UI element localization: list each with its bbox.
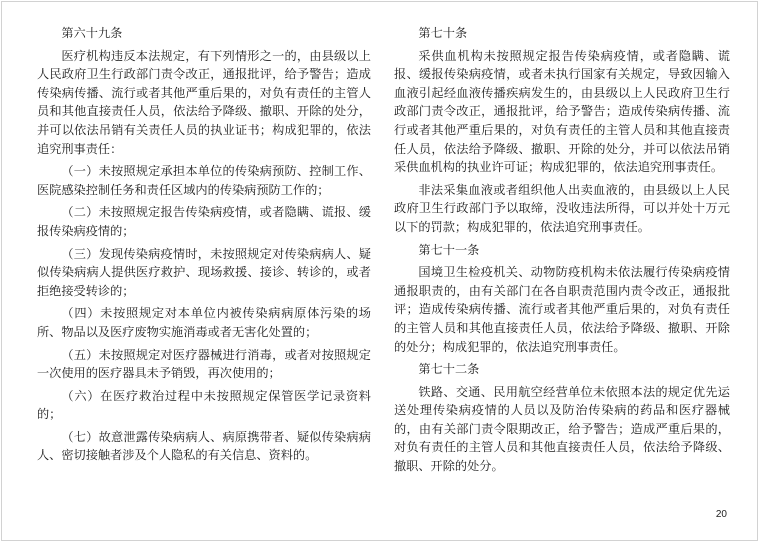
article-69-heading: 第六十九条 bbox=[61, 26, 123, 40]
article-72-body: 铁路、交通、民用航空经营单位未依照本法的规定优先运送处理传染病疫情的人员以及防治传染病的药品和医疗器械的，由有关部门责令限期改正，给予警告；造成严重后果的，对负有责任的主管人员和其他直接责任人员，依法给予降级、撤职、开除的处分。 bbox=[394, 384, 730, 474]
list-item: （五）未按照规定对医疗器械进行消毒，或者对按照规定一次使用的医疗器具未予销毁，再次使用的； bbox=[37, 347, 371, 381]
article-70-paragraph-1: 采供血机构未按照规定报告传染病疫情，或者隐瞒、谎报、缓报传染病疫情，或者未执行国家有关规定，导致因输入血液引起经血液传播疾病发生的，由县级以上人民政府卫生行政部门责令改正，通报批评，给予警告；造成传染病传播、流行或者其他严重后果的，对负有责任的主管人员和其他直接责任人员，依法给予降级、撤职、开除的处分，并可以依法吊销采供血机构的执业许可证；构成犯罪的，依法追究刑事责任。 bbox=[394, 48, 730, 175]
list-item: （一）未按照规定承担本单位的传染病预防、控制工作、医院感染控制任务和责任区域内的传染病预防工作的； bbox=[37, 164, 371, 197]
article-70-heading: 第七十条 bbox=[418, 26, 468, 40]
list-item: （四）未按照规定对本单位内被传染病病原体污染的场所、物品以及医疗废物实施消毒或者无害化处置的； bbox=[37, 306, 371, 339]
article-71-heading: 第七十一条 bbox=[418, 242, 480, 257]
left-column bbox=[37, 20, 371, 465]
list-item: （二）未按照规定报告传染病疫情，或者隐瞒、谎报、缓报传染病疫情的； bbox=[37, 205, 371, 238]
page-number: 20 bbox=[715, 509, 727, 520]
list-item: （三）发现传染病疫情时，未按照规定对传染病病人、疑似传染病病人提供医疗救护、现场救援、接诊、转诊的，或者拒绝接受转诊的； bbox=[37, 246, 371, 298]
right-column bbox=[394, 20, 730, 476]
list-item: （七）故意泄露传染病病人、病原携带者、疑似传染病病人、密切接触者涉及个人隐私的有关信息、资料的。 bbox=[37, 429, 371, 463]
article-71-body: 国境卫生检疫机关、动物防疫机构未依法履行传染病疫情通报职责的，由有关部门在各自职责范围内责令改正，通报批评；造成传染病传播、流行或者其他严重后果的，对负有责任的主管人员和其他直接责任人员，依法给予降级、撤职、开除的处分；构成犯罪的，依法追究刑事责任。 bbox=[394, 265, 730, 354]
article-69-intro: 医疗机构违反本法规定，有下列情形之一的，由县级以上人民政府卫生行政部门责令改正，通报批评，给予警告；造成传染病传播、流行或者其他严重后果的，对负有责任的主管人员和其他直接责任人员，依法给予降级、撤职、开除的处分，并可以依法吊销有关责任人员的执业证书；构成犯罪的，依法追究刑事责任： bbox=[37, 48, 371, 156]
article-72-heading: 第七十二条 bbox=[418, 362, 480, 377]
list-item: （六）在医疗救治过程中未按照规定保管医学记录资料的； bbox=[37, 388, 371, 422]
article-70-paragraph-2: 非法采集血液或者组织他人出卖血液的，由县级以上人民政府卫生行政部门予以取缔，没收违法所得，可以并处十万元以下的罚款；构成犯罪的，依法追究刑事责任。 bbox=[394, 182, 730, 234]
